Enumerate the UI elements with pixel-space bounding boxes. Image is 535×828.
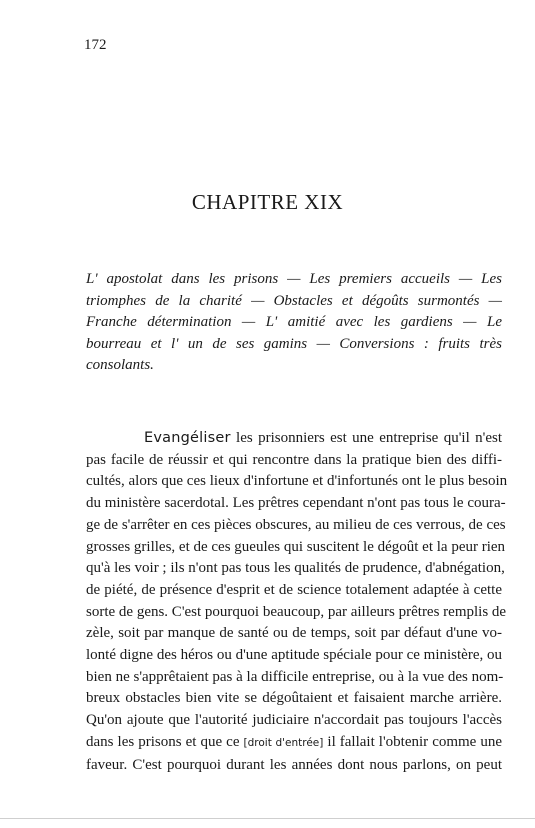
body-line: sorte de gens. C'est pourquoi beaucoup, par ailleurs prêtres remplis de bbox=[86, 603, 507, 620]
body-line: faveur. C'est pourquoi durant les années dont nous parlons, on peut bbox=[86, 756, 502, 773]
summary-line: consolants. bbox=[86, 357, 154, 373]
body-line: du ministère sacerdotal. Les prêtres cependant n'ont pas tous le coura- bbox=[86, 495, 506, 512]
body-line: bien ne s'apprêtaient pas à la difficile entreprise, ou à la vue des nom- bbox=[86, 668, 504, 685]
body-line: pas facile de réussir et qui rencontre dans la pratique bien des diffi- bbox=[86, 451, 502, 468]
chapter-title: CHAPITRE XIX bbox=[191, 190, 344, 214]
line-text: dans les prisons et que ce bbox=[86, 733, 240, 750]
lead-word: Evangéliser bbox=[144, 430, 231, 446]
bracketed-insert: [droit d'entrée] bbox=[243, 736, 324, 749]
chapter-summary bbox=[86, 269, 502, 377]
body-line: zèle, soit par manque de santé ou de temps, soit par défaut d'une vo- bbox=[86, 625, 502, 642]
summary-line: L' apostolat dans les prisons — Les premiers accueils — Les bbox=[86, 271, 502, 287]
body-paragraph bbox=[86, 428, 508, 776]
body-line: lonté digne des héros ou d'une aptitude spéciale pour ce ministère, ou bbox=[86, 647, 502, 664]
page-number: 172 bbox=[84, 37, 107, 53]
summary-line: Franche détermination — L' amitié avec les gardiens — Le bbox=[86, 314, 502, 330]
body-line: de piété, de présence d'esprit et de science totalement adaptée à cette bbox=[86, 581, 502, 598]
body-line: grosses grilles, et de ces gueules qui suscitent le dégoût et la peur rien bbox=[86, 538, 506, 555]
body-line: ge de s'arrêter en ces pièces obscures, au milieu de ces verrous, de ces bbox=[86, 516, 506, 533]
summary-line: bourreau et l' un de ses gamins — Conversions : fruits très bbox=[86, 335, 502, 352]
body-line: qu'à les voir ; ils n'ont pas tous les qualités de prudence, d'abnégation, bbox=[86, 560, 505, 577]
bottom-rule bbox=[0, 818, 535, 819]
body-line: Qu'on ajoute que l'autorité judiciaire n'accordait pas toujours l'accès bbox=[86, 712, 502, 729]
line-text: il fallait l'obtenir comme une bbox=[327, 733, 503, 750]
first-line-text: les prisonniers est une entreprise qu'il n'est bbox=[236, 430, 503, 446]
body-line bbox=[86, 428, 502, 450]
body-line bbox=[86, 732, 502, 755]
body-line: cultés, alors que ces lieux d'infortune et d'infortunés ont le plus besoin bbox=[86, 473, 508, 490]
summary-line: triomphes de la charité — Obstacles et dégoûts surmontés — bbox=[86, 292, 502, 309]
body-line: breux obstacles bien vite se dégoûtaient et faisaient marche arrière. bbox=[86, 690, 502, 707]
